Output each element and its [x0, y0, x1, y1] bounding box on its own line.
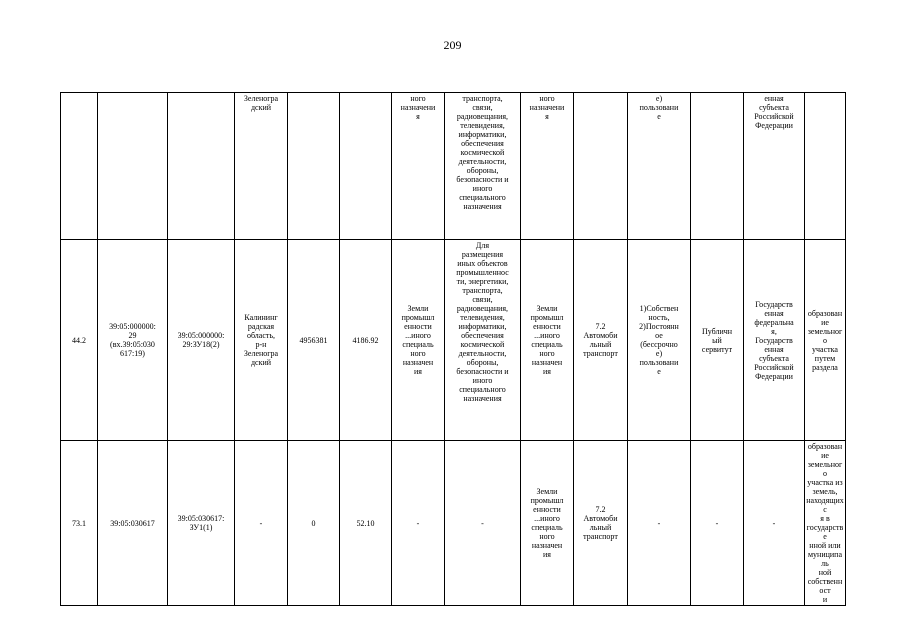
page-number: 209	[443, 38, 462, 52]
cell-encumbrance: Публичн ый сервитут	[691, 240, 744, 441]
cell-land-category-new: Земли промышл енности ...иного специаль ного назначен ия	[521, 240, 574, 441]
cell-area-source: 4956381	[288, 240, 340, 441]
cell-address: Калининг радская область, р-н Зеленогра дский	[235, 240, 288, 441]
cell-land-category-new: ного назначени я	[521, 93, 574, 240]
cell-right-type: 1)Собствен ность, 2)Постоянн ое (бессрочно е) пользовани е	[628, 240, 691, 441]
cell-encumbrance	[691, 93, 744, 240]
table-row	[61, 441, 846, 606]
cell-permitted-use: транспорта, связи, радиовещания, телевидения, информатики, обеспечения космической деятельности, обороны, безопасности и иного специального назначения	[445, 93, 521, 240]
cell-area-plot	[340, 93, 392, 240]
cell-permitted-use-new: 7.2 Автомоби льный транспорт	[574, 441, 628, 606]
cell-number	[61, 93, 98, 240]
cell-land-category: ного назначени я	[392, 93, 445, 240]
cell-ownership: Государств енная федеральна я, Государств енная субъекта Российской Федерации	[744, 240, 805, 441]
cell-area-plot: 52.10	[340, 441, 392, 606]
cell-formation-method: образование земельного участка путем раздела	[805, 240, 846, 441]
cell-ownership: енная субъекта Российской Федерации	[744, 93, 805, 240]
land-plot-table	[60, 92, 846, 606]
cell-plot-designation: 39:05:030617: ЗУ1(1)	[168, 441, 235, 606]
cell-cadastral-number: 39:05:030617	[98, 441, 168, 606]
cell-area-source: 0	[288, 441, 340, 606]
cell-right-type: -	[628, 441, 691, 606]
cell-land-category: Земли промышл енности ...иного специаль ного назначен ия	[392, 240, 445, 441]
cell-cadastral-number	[98, 93, 168, 240]
cell-right-type: е) пользовани е	[628, 93, 691, 240]
cell-number: 44.2	[61, 240, 98, 441]
cell-encumbrance: -	[691, 441, 744, 606]
cell-plot-designation	[168, 93, 235, 240]
table-row	[61, 93, 846, 240]
cell-number: 73.1	[61, 441, 98, 606]
cell-formation-method	[805, 93, 846, 240]
cell-land-category: -	[392, 441, 445, 606]
table-row	[61, 240, 846, 441]
cell-address: Зеленогра дский	[235, 93, 288, 240]
cell-land-category-new: Земли промышл енности ...иного специаль ного назначен ия	[521, 441, 574, 606]
cell-formation-method: образование земельного участка из земель, находящихс я в государстве нной или муниципаль ной собственност и	[806, 442, 844, 604]
cell-area-source	[288, 93, 340, 240]
cell-area-plot: 4186.92	[340, 240, 392, 441]
cell-permitted-use-new: 7.2 Автомоби льный транспорт	[574, 240, 628, 441]
cell-address: -	[235, 441, 288, 606]
cell-permitted-use: -	[445, 441, 521, 606]
cell-permitted-use-new	[574, 93, 628, 240]
cell-ownership: -	[744, 441, 805, 606]
cell-cadastral-number: 39:05:000000: 29 (вх.39:05:030 617:19)	[98, 240, 168, 441]
cell-permitted-use: Для размещения иных объектов промышленнос ти, энергетики, транспорта, связи, радиовещания, телевидения, информатики, обеспечения космической деятельности, обороны, безопасности и иного специального назначения	[445, 240, 521, 441]
cell-plot-designation: 39:05:000000: 29:ЗУ18(2)	[168, 240, 235, 441]
